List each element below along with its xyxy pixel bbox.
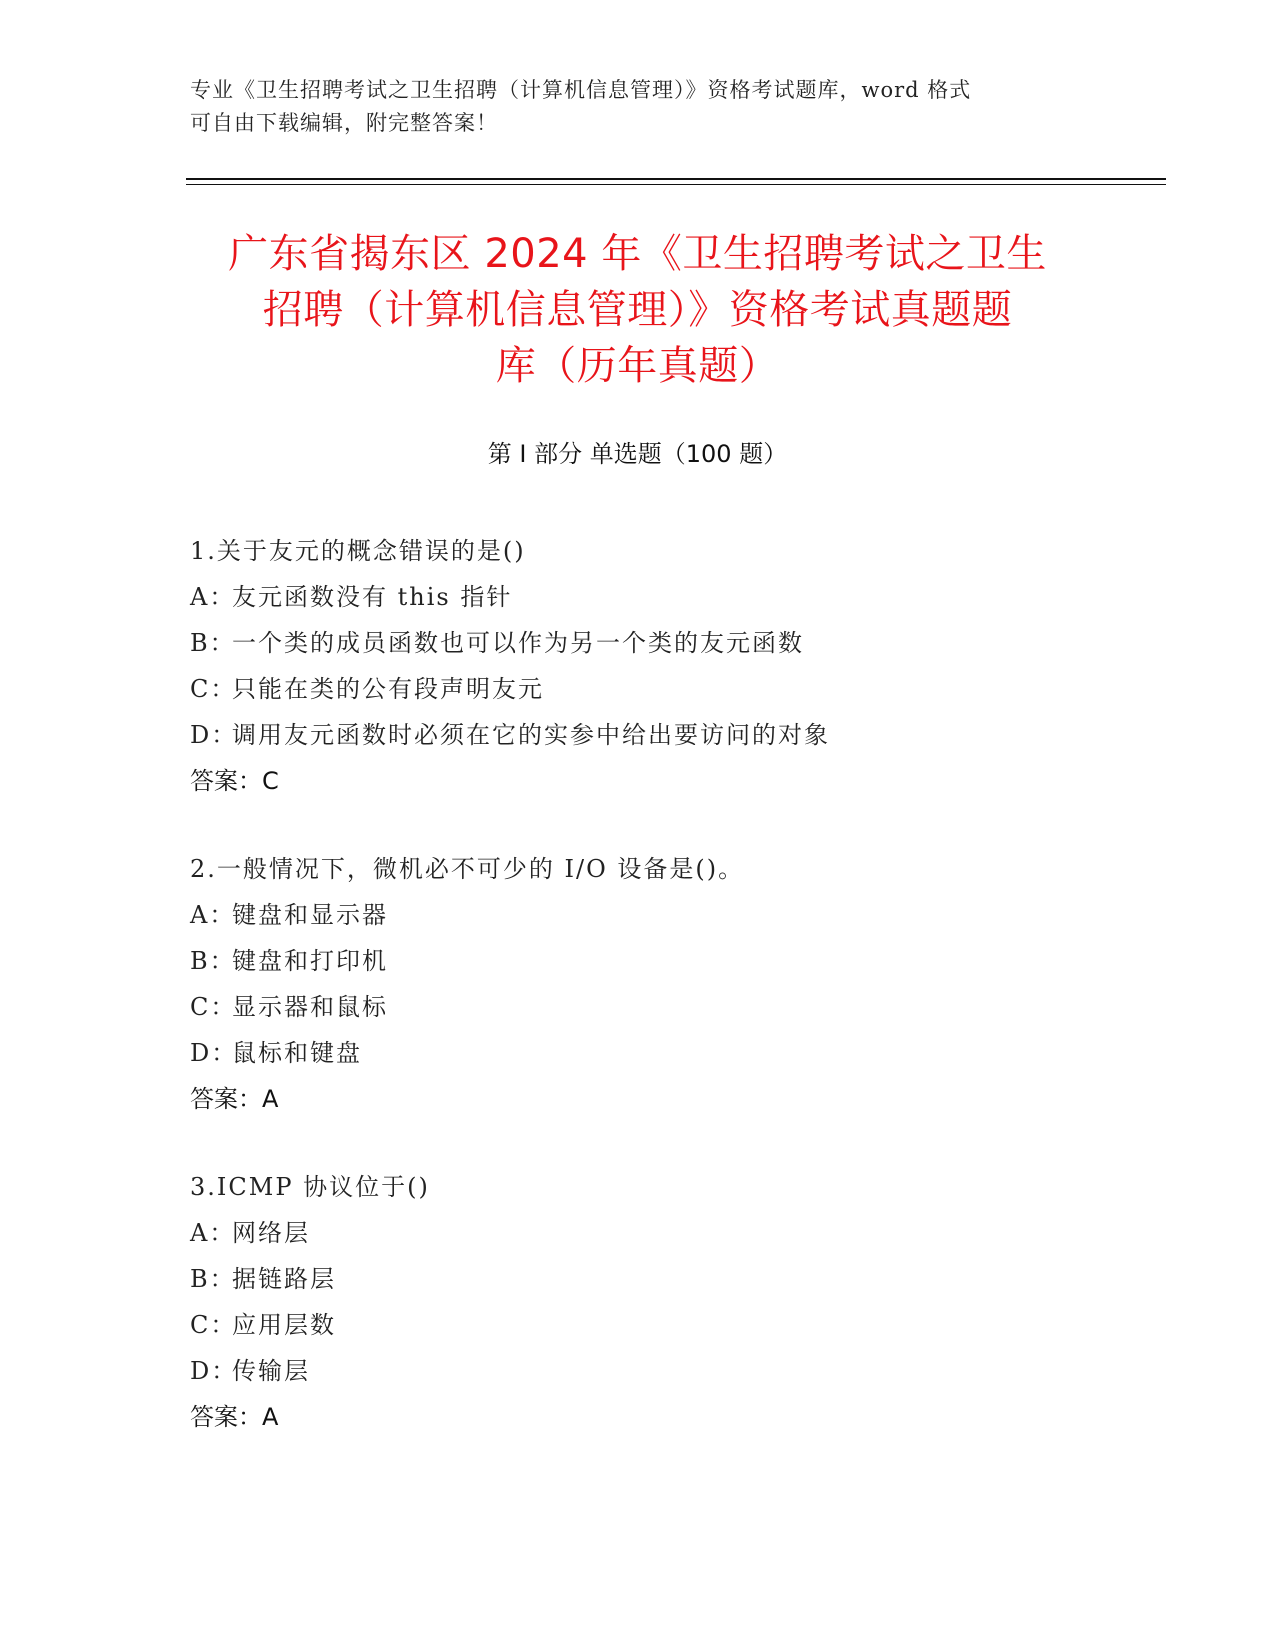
question-3 (190, 1164, 1140, 1440)
option-b (190, 938, 1140, 984)
document-title-line-2: 招聘（计算机信息管理）》资格考试真题题 (262, 287, 1013, 333)
option-text: 鼠标和键盘 (232, 1039, 362, 1067)
answer-line: 答案：A (190, 1085, 279, 1113)
option-text: 键盘和打印机 (232, 947, 388, 975)
option-key: B： (190, 629, 236, 657)
option-text: 键盘和显示器 (232, 901, 388, 929)
question-stem: 1.关于友元的概念错误的是() (190, 537, 526, 565)
option-key: C： (190, 1311, 237, 1339)
question-2 (190, 846, 1140, 1122)
option-key: C： (190, 993, 237, 1021)
document-title-line-3: 库（历年真题） (495, 343, 780, 389)
option-b (190, 620, 1140, 666)
option-key: A： (190, 901, 236, 929)
option-text: 据链路层 (232, 1265, 336, 1293)
option-text: 传输层 (232, 1357, 310, 1385)
option-key: D： (190, 721, 238, 749)
question-list (190, 528, 1140, 1482)
option-text: 一个类的成员函数也可以作为另一个类的友元函数 (232, 629, 804, 657)
option-a (190, 892, 1140, 938)
option-key: D： (190, 1039, 238, 1067)
option-d (190, 712, 1140, 758)
option-c (190, 666, 1140, 712)
option-text: 只能在类的公有段声明友元 (232, 675, 544, 703)
option-key: B： (190, 1265, 236, 1293)
document-title (170, 226, 1105, 394)
header-note-line-2: 可自由下载编辑，附完整答案！ (190, 111, 498, 135)
option-c (190, 1302, 1140, 1348)
option-text: 网络层 (232, 1219, 310, 1247)
question-stem: 2.一般情况下，微机必不可少的 I/O 设备是()。 (190, 855, 745, 883)
option-a (190, 1210, 1140, 1256)
document-title-line-1: 广东省揭东区 2024 年《卫生招聘考试之卫生 (228, 231, 1047, 277)
option-d (190, 1030, 1140, 1076)
option-key: B： (190, 947, 236, 975)
option-text: 友元函数没有 this 指针 (232, 583, 513, 611)
option-d (190, 1348, 1140, 1394)
header-divider-thin (186, 184, 1166, 185)
header-note (190, 74, 1070, 140)
option-text: 调用友元函数时必须在它的实参中给出要访问的对象 (232, 721, 830, 749)
question-1 (190, 528, 1140, 804)
option-c (190, 984, 1140, 1030)
option-b (190, 1256, 1140, 1302)
question-stem: 3.ICMP 协议位于() (190, 1173, 430, 1201)
option-key: A： (190, 1219, 236, 1247)
option-key: C： (190, 675, 237, 703)
header-divider-thick (186, 178, 1166, 180)
answer-line: 答案：A (190, 1403, 279, 1431)
option-key: D： (190, 1357, 238, 1385)
option-text: 应用层数 (232, 1311, 336, 1339)
option-a (190, 574, 1140, 620)
option-text: 显示器和鼠标 (232, 993, 388, 1021)
answer-line: 答案：C (190, 767, 279, 795)
section-title: 第 I 部分 单选题（100 题） (487, 440, 788, 468)
option-key: A： (190, 583, 236, 611)
header-note-line-1: 专业《卫生招聘考试之卫生招聘（计算机信息管理）》资格考试题库，word 格式 (190, 78, 972, 102)
